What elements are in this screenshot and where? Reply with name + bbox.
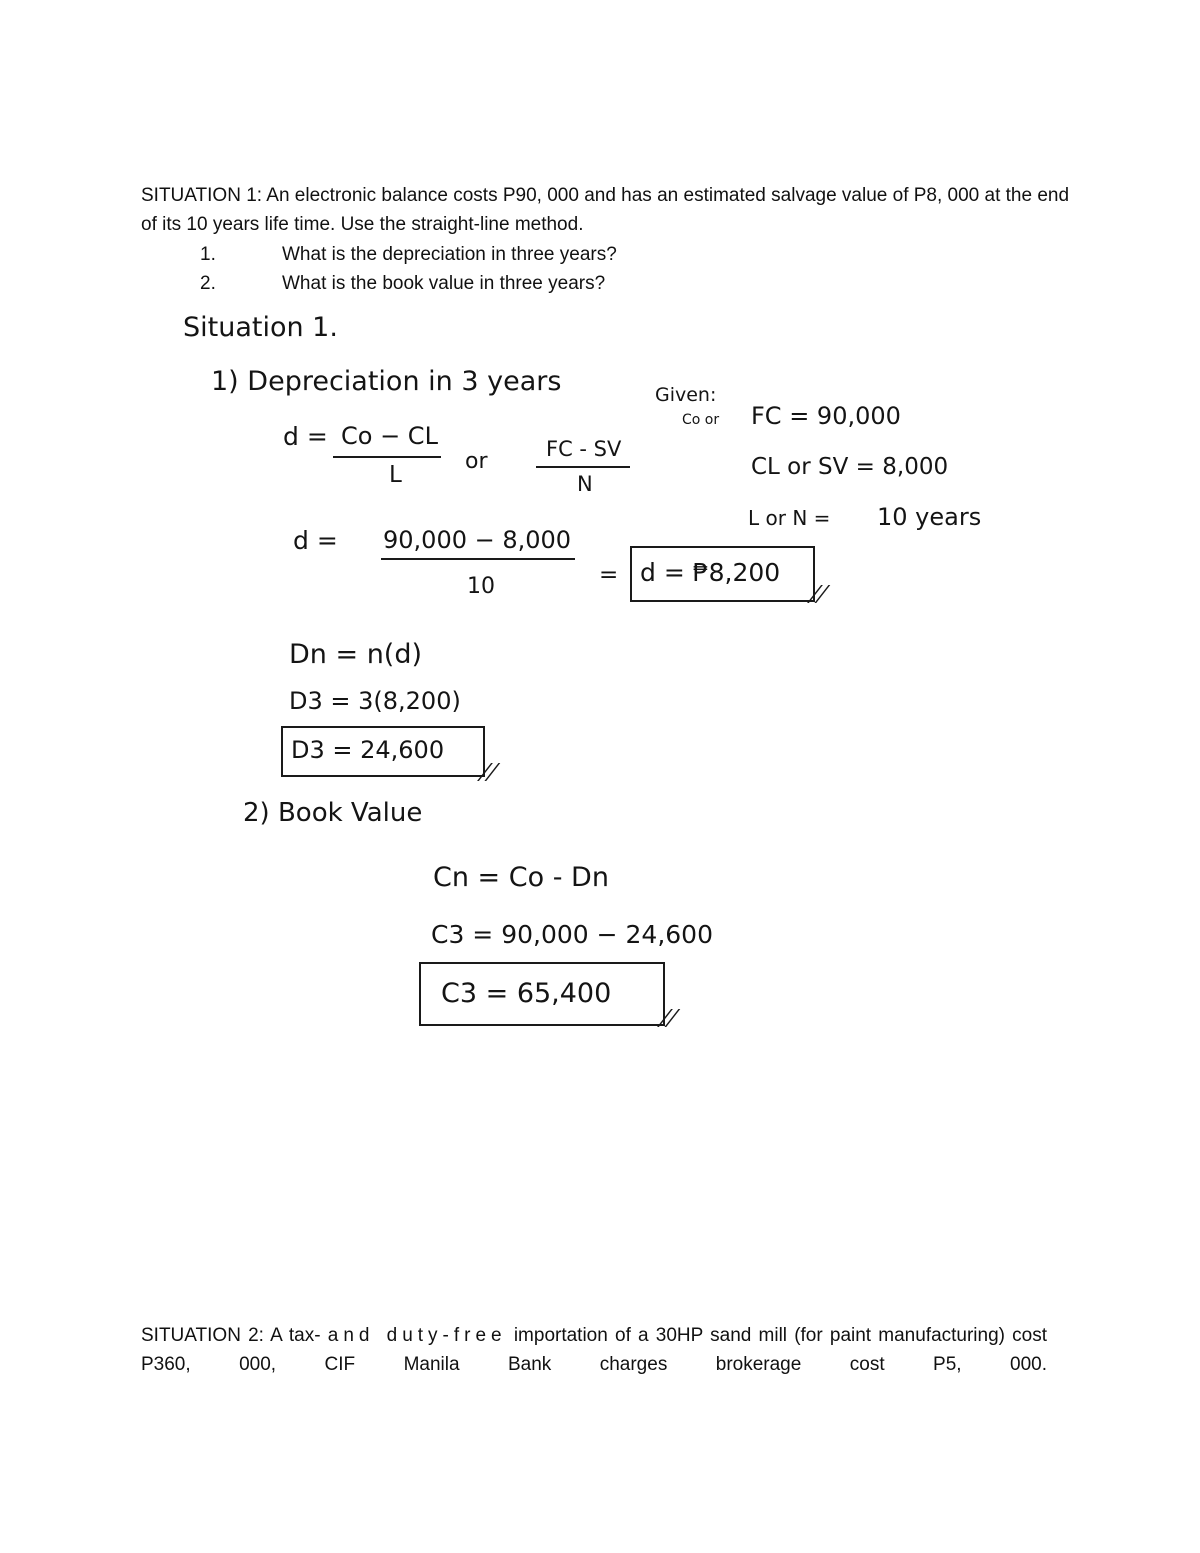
question-text: What is the depreciation in three years? — [282, 244, 617, 265]
given-label: Given: — [655, 384, 717, 406]
d3-answer: D3 = 24,600 — [291, 736, 445, 764]
book-value-answer-box — [419, 962, 665, 1026]
calc-lhs: d = — [293, 526, 338, 555]
given-life-prefix: L or N = — [748, 506, 831, 530]
depreciation-answer-box — [630, 546, 815, 602]
dn-formula: Dn = n(d) — [289, 639, 423, 670]
fraction-bar — [536, 466, 630, 468]
fraction-bar — [333, 456, 441, 458]
formula-denominator-2: N — [577, 472, 593, 496]
calc-denominator: 10 — [467, 574, 495, 599]
given-first-cost: FC = 90,000 — [751, 402, 901, 430]
given-salvage-value: CL or SV = 8,000 — [751, 454, 949, 480]
fraction-bar — [381, 558, 575, 560]
question-number: 2. — [200, 273, 216, 294]
situation-2-lead: SITUATION 2: A tax- — [141, 1325, 321, 1346]
formula-numerator-2: FC - SV — [546, 437, 622, 461]
question-text: What is the book value in three years? — [282, 273, 606, 294]
handwritten-solution-image — [143, 294, 1036, 1066]
formula-numerator-1: Co − CL — [341, 422, 438, 450]
d3-substitution: D3 = 3(8,200) — [289, 687, 461, 715]
part-1-heading: 1) Depreciation in 3 years — [211, 366, 562, 397]
formula-denominator-1: L — [389, 462, 402, 488]
depreciation-answer: d = ₱8,200 — [640, 558, 781, 587]
question-number: 1. — [200, 244, 216, 265]
d3-answer-box — [281, 726, 485, 777]
given-row1-prefix: Co or — [682, 412, 720, 428]
double-tick-mark: // — [475, 760, 502, 785]
double-tick-mark: // — [805, 582, 832, 607]
or-word: or — [465, 449, 488, 474]
book-value-answer: C3 = 65,400 — [441, 978, 612, 1009]
part-2-heading: 2) Book Value — [243, 798, 423, 828]
calc-numerator: 90,000 − 8,000 — [383, 526, 572, 554]
situation-2-spaced-text: and duty-free — [327, 1325, 507, 1346]
situation-1-paragraph: SITUATION 1: An electronic balance costs P90, 000 and has an estimated salvage value of P8, 000 at the end of its 10 years life time. Use the straight-line method. — [141, 185, 1070, 235]
double-tick-mark: // — [655, 1006, 682, 1031]
book-value-substitution: C3 = 90,000 − 24,600 — [431, 920, 713, 949]
given-life-value: 10 years — [877, 503, 982, 531]
formula-lhs: d = — [283, 422, 328, 451]
book-value-formula: Cn = Co - Dn — [433, 862, 609, 893]
situation-1-question-1 — [200, 240, 617, 269]
situation-2-paragraph — [141, 1321, 1047, 1379]
equals-sign: = — [599, 562, 619, 588]
situation-2-rest: importation of a 30HP sand mill (for paint manufacturing) cost P360, 000, CIF Manila Bank charges brokerage cost P5, 000. — [141, 1325, 1048, 1375]
solution-heading: Situation 1. — [183, 312, 338, 343]
